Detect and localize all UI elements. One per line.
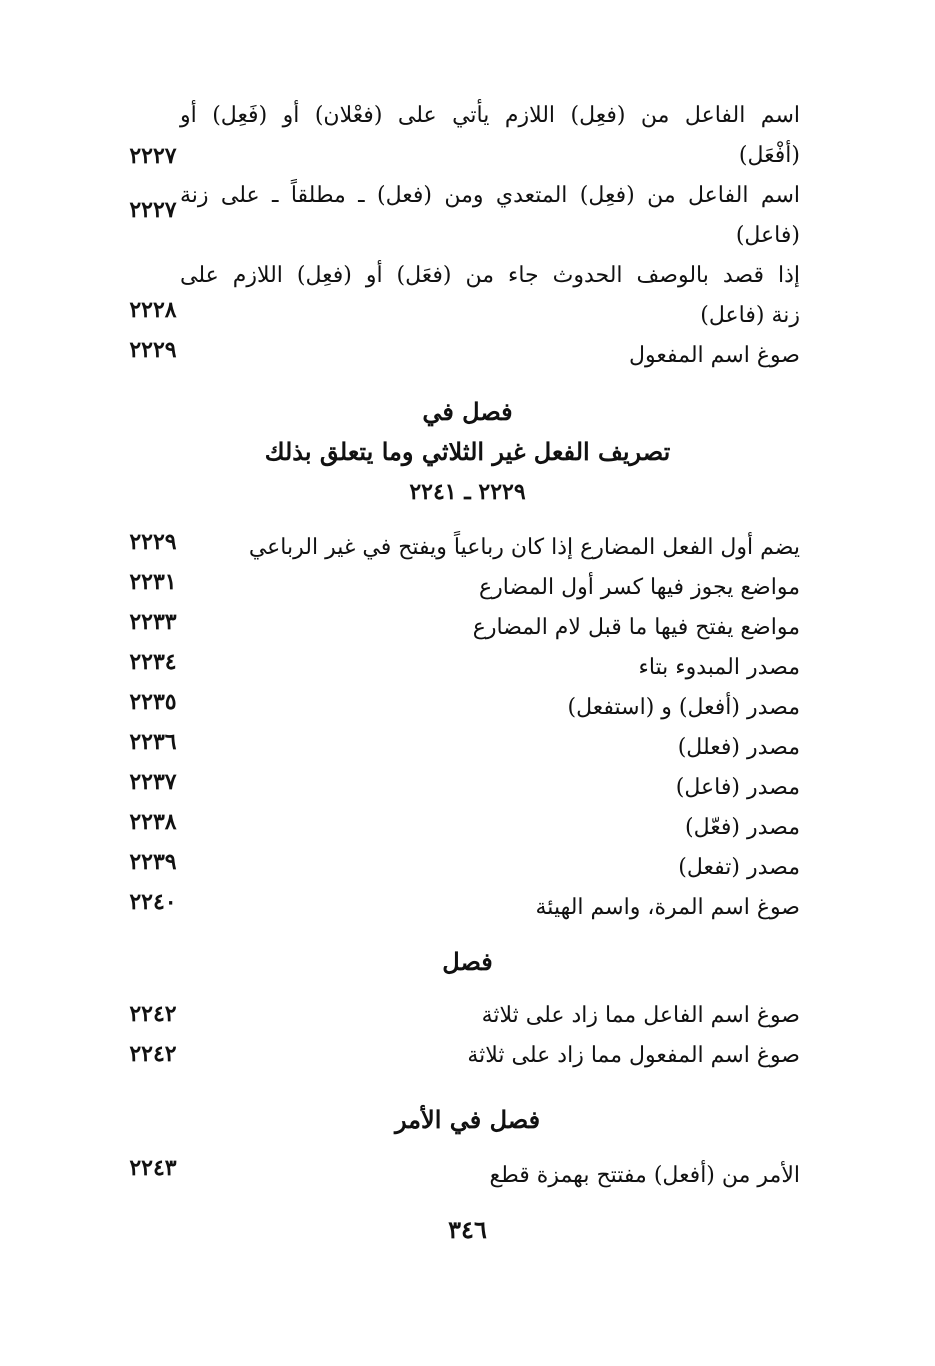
entry-text: مواضع يفتح فيها ما قبل لام المضارع: [472, 615, 800, 640]
index-entry: [180, 768, 800, 808]
index-entry: [180, 996, 800, 1036]
page-reference: ٢٢٣٤: [129, 649, 177, 675]
page-reference: ٢٢٣٥: [129, 689, 177, 715]
entry-text: الأمر من (أفعل) مفتتح بهمزة قطع: [489, 1163, 800, 1188]
entry-text: مصدر (تفعل): [678, 855, 800, 880]
page-reference: ٢٢٢٧: [129, 197, 177, 223]
page-reference: ٢٢٢٨: [129, 297, 177, 323]
entry-text-line: زنة (فاعل): [700, 303, 800, 328]
page-reference: ٢٢٤٣: [129, 1155, 177, 1181]
entry-text: مصدر المبدوء بتاء: [638, 655, 800, 680]
index-entry: [180, 888, 800, 928]
index-entry: [180, 336, 800, 376]
page-number: ٣٤٦: [448, 1215, 487, 1244]
page-reference: ٢٢٢٩: [129, 529, 177, 555]
entry-text: يضم أول الفعل المضارع إذا كان رباعياً ويفتح في غير الرباعي: [248, 535, 800, 560]
page-reference: ٢٢٢٧: [129, 143, 177, 169]
entry-text-line: اسم الفاعل من (فعِل) المتعدي ومن (فعل) ـ مطلقاً ـ على زنة: [180, 183, 800, 208]
page-reference: ٢٢٣٦: [129, 729, 177, 755]
entry-text-line: إذا قصد بالوصف الحدوث جاء من (فعَل) أو (فعِل) اللازم على: [180, 263, 800, 288]
entry-text: مصدر (فعّل): [685, 815, 800, 840]
page-reference: ٢٢٣٧: [129, 769, 177, 795]
index-entry: [180, 1036, 800, 1076]
page-reference: ٢٢٣١: [129, 569, 177, 595]
section-title: فصل في الأمر: [394, 1105, 541, 1134]
index-entry: [180, 96, 800, 176]
entry-text-line: اسم الفاعل من (فعِل) اللازم يأتي على (فعْلان) أو (فَعِل) أو: [180, 103, 800, 128]
entry-text-line: (فاعل): [735, 223, 800, 248]
entry-text: مصدر (أفعل) و (استفعل): [567, 695, 800, 720]
page-reference: ٢٢٤٢: [129, 1001, 177, 1027]
page-reference: ٢٢٣٩: [129, 849, 177, 875]
section-title: فصل: [442, 947, 493, 976]
index-entry: [180, 608, 800, 648]
index-entry: [180, 808, 800, 848]
entry-text: صوغ اسم المرة، واسم الهيئة: [535, 895, 800, 920]
index-entry: [180, 528, 800, 568]
entry-text: صوغ اسم الفاعل مما زاد على ثلاثة: [481, 1003, 800, 1028]
index-entry: [180, 256, 800, 336]
section-range: ٢٢٢٩ ـ ٢٢٤١: [409, 479, 526, 505]
index-entry: [180, 176, 800, 256]
index-entry: [180, 1156, 800, 1196]
section-title: فصل في: [422, 397, 513, 426]
page-reference: ٢٢٢٩: [129, 337, 177, 363]
page-reference: ٢٢٤٠: [129, 889, 177, 915]
page-reference: ٢٢٤٢: [129, 1041, 177, 1067]
section-subtitle: تصريف الفعل غير الثلاثي وما يتعلق بذلك: [264, 437, 671, 466]
page-reference: ٢٢٣٣: [129, 609, 177, 635]
index-entry: [180, 848, 800, 888]
index-entry: [180, 728, 800, 768]
index-entry: [180, 568, 800, 608]
entry-text: مصدر (فاعل): [675, 775, 800, 800]
entry-text: مصدر (فعلل): [677, 735, 800, 760]
entry-text: صوغ اسم المفعول مما زاد على ثلاثة: [467, 1043, 800, 1068]
entry-text: مواضع يجوز فيها كسر أول المضارع: [479, 575, 800, 600]
index-entry: [180, 648, 800, 688]
entry-text-line: صوغ اسم المفعول: [629, 343, 800, 368]
page-reference: ٢٢٣٨: [129, 809, 177, 835]
index-entry: [180, 688, 800, 728]
entry-text-line: (أفْعَل): [738, 143, 800, 168]
